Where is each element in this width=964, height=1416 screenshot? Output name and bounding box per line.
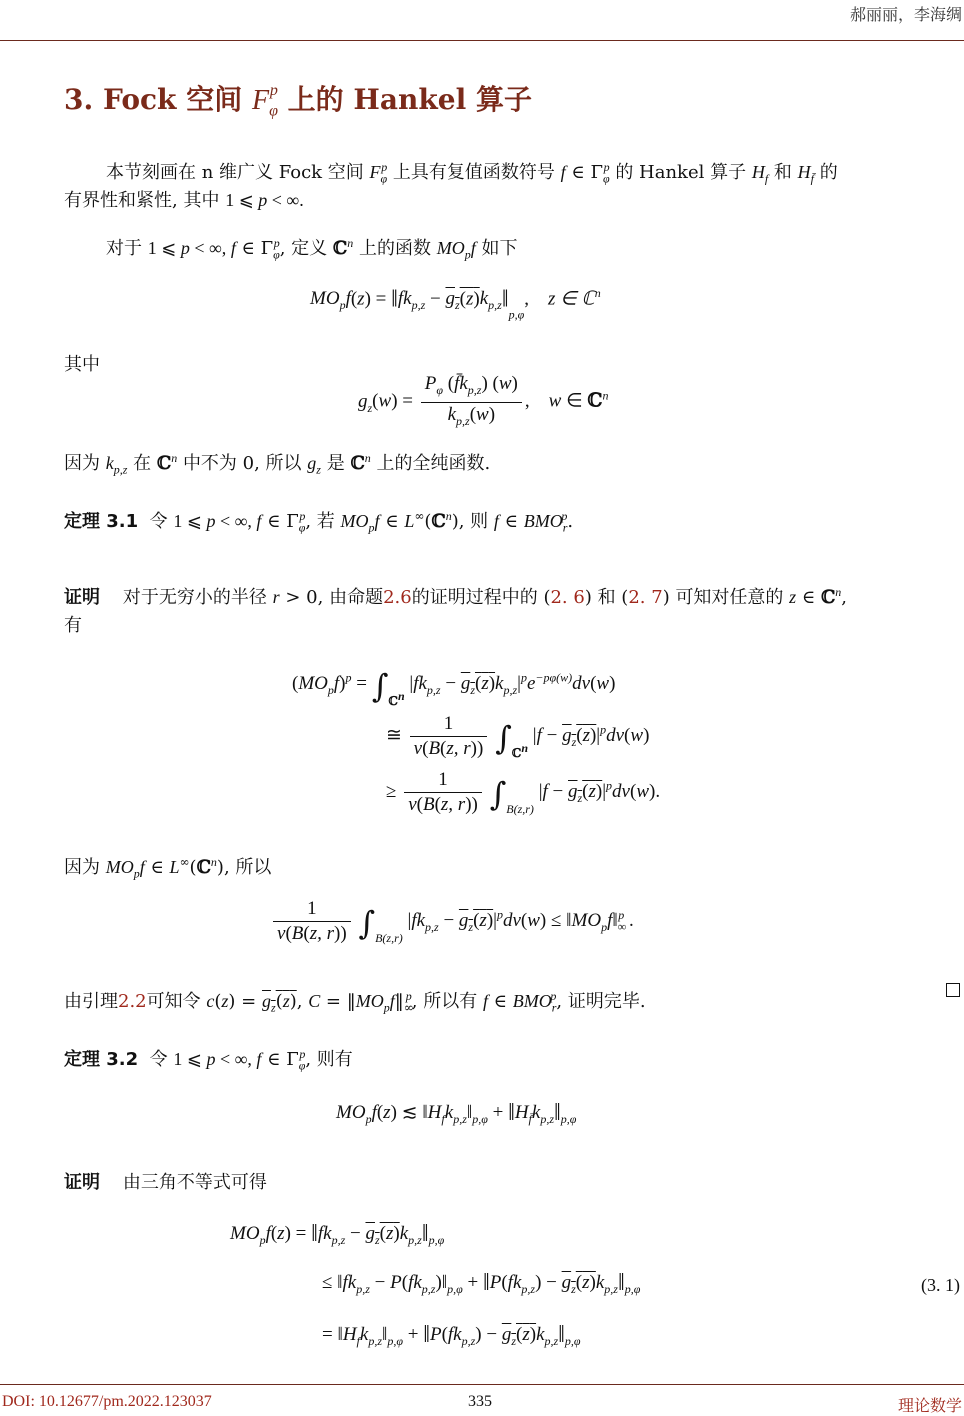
equation-mo-power-line-3: ≥ $\frac{1}{v(B(z, r))}$ $\int_{B(z,r)}$ $|f - g_z(z)|^pdv(w)$. — [386, 769, 661, 816]
footer-rule — [0, 1384, 964, 1385]
qed-square-icon — [946, 983, 960, 997]
section-title-suffix: 上的 Hankel 算子 — [287, 83, 532, 116]
equation-mo-definition: $MO_pf(z)$ = $‖fk_{p,z}$ − $g_z(z)k_{p,z}‖_{p,\varphi}$, z ∈ ℂ$^n$ — [310, 286, 601, 322]
proof-3-2-label: 证明 — [64, 1172, 100, 1193]
equation-theorem-3-2: $MO_pf(z)$ ≲ $‖H_fk_{p,z}‖_{p,\varphi}$ + $‖H_{f̄}k_{p,z}‖_{p,\varphi}$ — [336, 1100, 577, 1126]
where-label: 其中 — [64, 354, 100, 375]
intro-line-1: 本节刻画在 n 维广义 Fock 空间 $F_\varphi^p$ 上具有复值函数符号 f ∈ $\Gamma_\varphi^p$ 的 Hankel 算子 $H_f$ 和 $H_{f̄}$ 的 — [106, 160, 838, 186]
ref-proposition-2-6[interactable]: 2.6 — [383, 587, 412, 608]
theorem-3-1: 定理 3.1 令 1 ⩽ p < ∞, f ∈ $\Gamma_\varphi^p$, 若 $MO_pf$ ∈ L∞(ℂ$^n$), 则 f ∈ $BMO_r^p$. — [64, 509, 574, 535]
proof-3-1-label: 证明 — [64, 587, 100, 608]
equation-triangle-line-3: = $‖H_fk_{p,z}‖_{p,\varphi}$ + $‖P(fk_{p,z})$ − $g_z(z)k_{p,z}‖_{p,\varphi}$ — [322, 1322, 581, 1348]
header-rule — [0, 40, 964, 41]
theorem-3-2-label: 定理 3.2 — [64, 1049, 139, 1070]
footer-page-number: 335 — [468, 1393, 492, 1410]
header-authors: 郝丽丽，李海绸 — [849, 5, 962, 24]
section-title-prefix: 3. Fock 空间 — [64, 83, 243, 116]
proof-3-1-line-1: 证明 对于无穷小的半径 r > 0, 由命题2.6的证明过程中的 (2. 6) 和 (2. 7) 可知对任意的 z ∈ ℂ$^n$, — [64, 585, 848, 608]
ref-eq-2-7[interactable]: 2. 7 — [628, 587, 663, 608]
ref-lemma-2-2[interactable]: 2.2 — [118, 991, 147, 1012]
proof-3-2-line: 证明 由三角不等式可得 — [64, 1172, 267, 1193]
footer-journal-name: 理论数学 — [897, 1396, 962, 1415]
because-line: 因为 $k_{p,z}$ 在 ℂ$^n$ 中不为 0, 所以 $g_z$ 是 ℂ$^n$ 上的全纯函数. — [64, 451, 491, 477]
because-2-line: 因为 $MO_pf$ ∈ L∞(ℂ$^n$), 所以 — [64, 855, 272, 881]
proof-3-1-line-2: 有 — [64, 615, 82, 636]
intro-line-3: 对于 1 ⩽ p < ∞, f ∈ $\Gamma_\varphi^p$, 定义 ℂ$^n$ 上的函数 $MO_pf$ 如下 — [106, 236, 518, 262]
equation-triangle-line-2: ≤ $‖fk_{p,z}$ − $P(fk_{p,z})‖_{p,\varphi}$ + $‖P(fk_{p,z})$ − $g_z(z)k_{p,z}‖_{p,\varphi}$ — [322, 1270, 641, 1296]
equation-mo-power-line-2: ≅ $\frac{1}{v(B(z, r))}$ $\int_{ℂ^n}$ $|f - g_z(z)|^pdv(w)$ — [386, 713, 650, 760]
equation-triangle-line-1: $MO_pf(z)$ = $‖fk_{p,z}$ − $g_z(z)k_{p,z}‖_{p,\varphi}$ — [230, 1221, 445, 1247]
equation-gz: $g_z(w)$ = $\frac{P_\varphi (f̄k_{p,z}) (w)}{k_{p,z}(w)}$ , w ∈ ℂ$^n$ — [358, 373, 609, 428]
conclusion-line: 由引理2.2可知令 $c(z) = g_z(z)$, $C = ‖MO_pf‖_\infty^p$, 所以有 f ∈ $BMO_r^p$, 证明完毕. — [64, 989, 646, 1015]
equation-mo-power-line-1: $(MO_pf)^p = \int_{ℂ^n}$ $|fk_{p,z} - g_z(z)k_{p,z}|^pe^{-p\varphi(w)}dv(w)$ — [292, 667, 616, 708]
section-title: 3. Fock 空间 $F_\varphi^p$ 上的 Hankel 算子 — [64, 81, 532, 120]
equation-bound: $\frac{1}{v(B(z, r))}$ $\int_{B(z,r)}$ $|fk_{p,z} - g_z(z)|^pdv(w)$ ≤ $‖MO_pf‖_\infty^p$ . — [270, 897, 634, 946]
intro-line-2: 有界性和紧性, 其中 1 ⩽ p < ∞. — [64, 190, 304, 211]
theorem-3-1-label: 定理 3.1 — [64, 511, 139, 532]
theorem-3-2: 定理 3.2 令 1 ⩽ p < ∞, f ∈ $\Gamma_\varphi^p$, 则有 — [64, 1047, 353, 1073]
equation-number: (3. 1) — [921, 1275, 960, 1295]
footer-doi-link[interactable]: DOI: 10.12677/pm.2022.123037 — [2, 1393, 212, 1410]
ref-eq-2-6[interactable]: 2. 6 — [550, 587, 585, 608]
